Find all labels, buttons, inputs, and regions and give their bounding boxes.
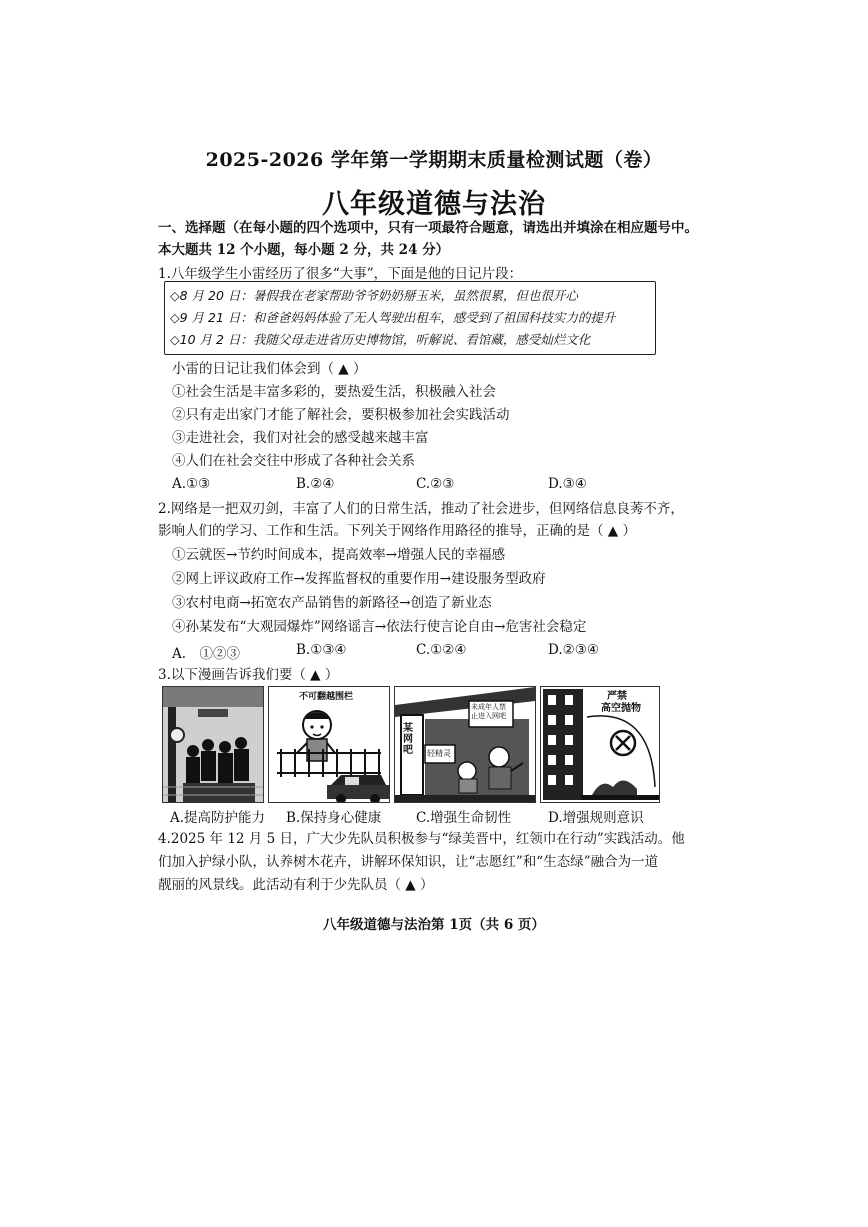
exam-title: 2025-2026 学年第一学期期末质量检测试题（卷） [205,149,663,171]
q2-option-c[interactable]: C.①②④ [416,642,467,658]
diary-entry: ◇8 月 20 日：暑假我在老家帮助爷爷奶奶掰玉米，虽然很累，但也很开心 [170,288,578,303]
panel-d-text-1: 严禁 [607,691,627,702]
high-throwing-illustration [541,687,659,802]
q1-option-b[interactable]: B.②④ [296,476,335,492]
crowd-stairs-illustration [163,687,263,802]
q2-option-a[interactable]: A. ①②③ [172,646,241,662]
q1-stem: 1.八年级学生小雷经历了很多“大事”，下面是他的日记片段： [158,266,523,282]
q4-stem: 靓丽的风景线。此活动有利于少先队员（ ▲ ） [158,877,434,893]
q1-option-a[interactable]: A.①③ [172,476,211,492]
q3-stem: 3.以下漫画告诉我们要（ ▲ ） [158,667,339,683]
section-instruction-1: 一、选择题（在每小题的四个选项中，只有一项最符合题意，请选出并填涂在相应题号中。 [158,220,698,236]
q1-item: ①社会生活是丰富多彩的，要热爱生活，积极融入社会 [172,384,496,400]
panel-d-text-2: 高空抛物 [601,703,641,714]
q1-ask: 小雷的日记让我们体会到（ ▲ ） [172,361,367,377]
q3-option-c[interactable]: C.增强生命韧性 [416,810,512,826]
comic-panel-d [540,686,660,803]
q3-option-a[interactable]: A.提高防护能力 [170,810,266,826]
diary-entry: ◇10 月 2 日：我随父母走进省历史博物馆，听解说、看馆藏，感受灿烂文化 [170,332,591,347]
q1-item: ④人们在社会交往中形成了各种社会关系 [172,453,415,469]
comic-panel-c [394,686,536,803]
q1-item: ②只有走出家门才能了解社会，要积极参加社会实践活动 [172,407,510,423]
panel-b-label: 不可翻越围栏 [299,692,354,702]
q3-option-b[interactable]: B.保持身心健康 [286,810,382,826]
diary-entry: ◇9 月 21 日：和爸爸妈妈体验了无人驾驶出租车，感受到了祖国科技实力的提升 [170,310,616,325]
q2-stem: 影响人们的学习、工作和生活。下列关于网络作用路径的推导，正确的是（ ▲ ） [158,523,636,539]
q2-stem: 2.网络是一把双刃剑，丰富了人们的日常生活，推动了社会进步，但网络信息良莠不齐， [158,501,684,517]
q2-option-d[interactable]: D.②③④ [548,642,599,658]
panel-c-notice: 未成年人禁止进入网吧 [471,703,506,720]
subject-title: 八年级道德与法治 [322,189,546,220]
q1-item: ③走进社会，我们对社会的感受越来越丰富 [172,430,429,446]
comic-panel-b [268,686,390,803]
fence-climbing-illustration [269,687,389,802]
q2-item: ②网上评议政府工作→发挥监督权的重要作用→建设服务型政府 [172,571,546,587]
q3-option-d[interactable]: D.增强规则意识 [548,810,644,826]
panel-c-person-label: 轻精灵 [427,749,451,758]
comic-panel-a [162,686,264,803]
q2-item: ①云就医→节约时间成本，提高效率→增强人民的幸福感 [172,547,506,563]
q1-option-d[interactable]: D.③④ [548,476,587,492]
q1-option-c[interactable]: C.②③ [416,476,455,492]
section-instruction-2: 本大题共 12 个小题，每小题 2 分，共 24 分） [158,242,450,258]
page-footer: 八年级道德与法治第 1页（共 6 页） [323,917,545,933]
panel-c-sign: 某网吧 [403,723,413,756]
q2-item: ④孙某发布“大观园爆炸”网络谣言→依法行使言论自由→危害社会稳定 [172,619,587,635]
q4-stem: 4.2025 年 12 月 5 日，广大少先队员积极参与“绿美晋中，红领巾在行动”实践活动。他 [158,831,685,847]
q2-item: ③农村电商→拓宽农产品销售的新路径→创造了新业态 [172,595,492,611]
q2-option-b[interactable]: B.①③④ [296,642,347,658]
q4-stem: 们加入护绿小队，认养树木花卉，讲解环保知识，让“志愿红”和“生态绿”融合为一道 [158,854,659,870]
